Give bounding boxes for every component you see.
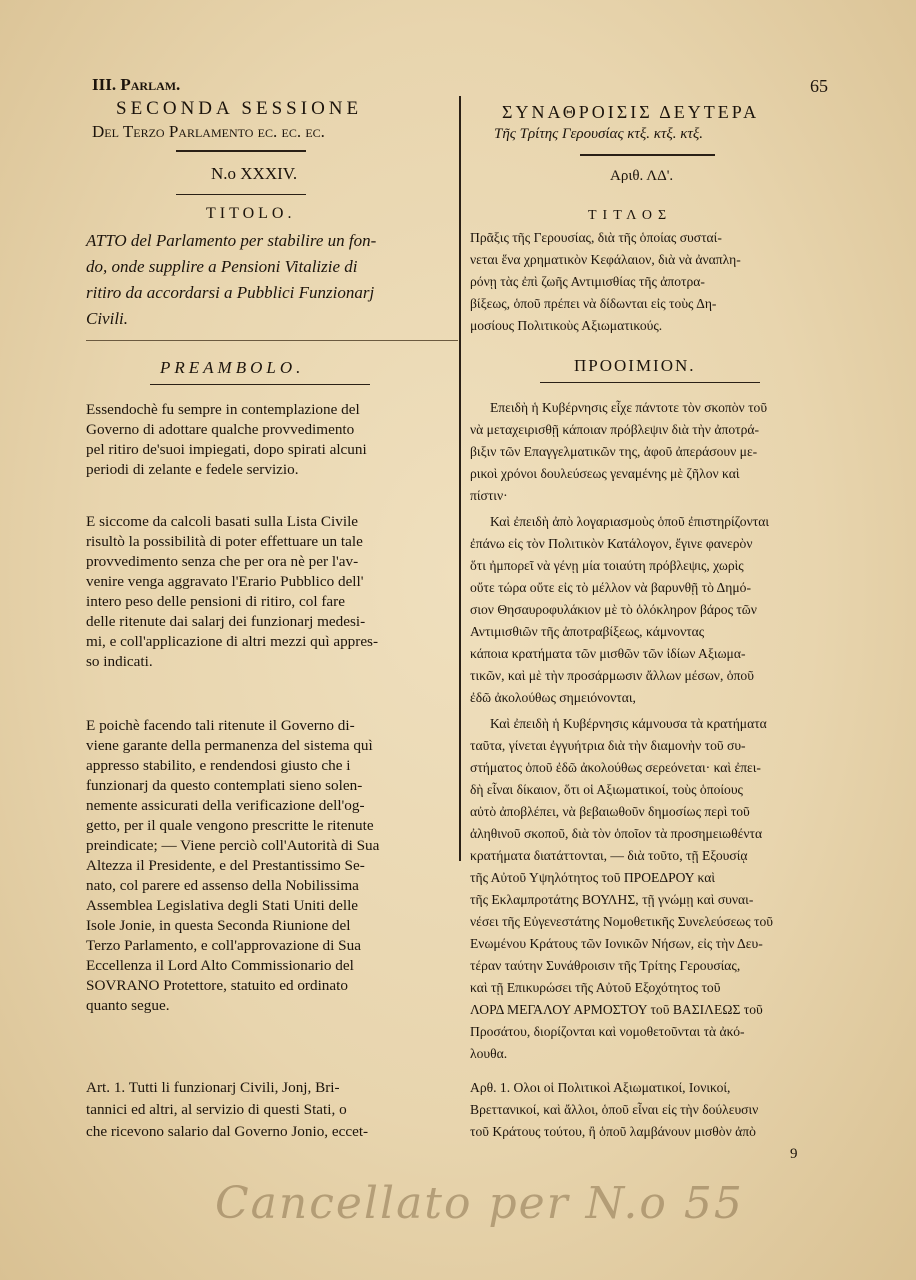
title-line: ATTO del Parlamento per stabilire un fon-: [86, 231, 377, 250]
titlos-label: ΤΙΤΛΟΣ: [588, 208, 673, 223]
signature-mark: 9: [790, 1146, 798, 1162]
text-line: delle ritenute dai salarj dei funzionarj medesi-: [86, 613, 366, 630]
rule-preamble-greek: [540, 382, 760, 383]
text-line: nato, col parere ed assenso della Nobilissima: [86, 877, 359, 894]
rule-top: [176, 150, 306, 152]
parliament-subtitle-greek: Τῆς Τρίτης Γερουσίας κτξ. κτξ. κτξ.: [494, 126, 704, 142]
act-number-greek: Αριθ. ΛΔ'.: [610, 168, 674, 184]
rule-mid: [176, 194, 306, 195]
text-line: Καὶ ἐπειδὴ ἀπὸ λογαριασμοὺς ὁποῦ ἐπιστηρίζονται: [490, 514, 769, 529]
session-title: SECONDA SESSIONE: [116, 98, 363, 119]
text-line: οὔτε τώρα οὔτε εἰς τὸ μέλλον νὰ βαρυνθῇ τὸ Δημό-: [470, 580, 751, 595]
title-line: ritiro da accordarsi a Pubblici Funzionarj: [86, 283, 375, 302]
text-line: Isole Jonie, in questa Seconda Riunione del: [86, 917, 351, 934]
text-line: Αρθ. 1. Ολοι οἱ Πολιτικοὶ Αξιωματικοί, Ιονικοί,: [470, 1080, 731, 1095]
rule-top-greek: [580, 154, 715, 156]
title-line: Πρᾶξις τῆς Γερουσίας, διὰ τῆς ὁποίας συσταί-: [470, 230, 722, 245]
text-line: appresso stabilito, e rendendosi giusto che i: [86, 757, 351, 774]
text-line: E poichè facendo tali ritenute il Governo di-: [86, 717, 355, 734]
text-line: intero peso delle pensioni di ritiro, col fare: [86, 593, 345, 610]
text-line: Altezza il Presidente, e del Prestantissimo Se-: [86, 857, 365, 874]
text-line: Governo di adottare qualche provvedimento: [86, 421, 355, 438]
title-line: ρόνῃ τὰς ἐπὶ ζωῆς Αντιμισθίας τῆς ἀποτρα-: [470, 274, 705, 289]
text-line: ἐπάνω εἰς τὸν Πολιτικὸν Κατάλογον, ἔγινε φανερὸν: [470, 536, 753, 551]
text-line: βιξιν τῶν Επαγγελματικῶν της, ἀφοῦ ἀπεράσουν με-: [470, 444, 758, 459]
text-line: so indicati.: [86, 653, 153, 670]
titolo-label: TITOLO.: [206, 205, 296, 222]
act-number: N.o XXXIV.: [211, 164, 298, 183]
text-line: getto, per il quale vengono prescritte le ritenute: [86, 817, 374, 834]
preamble-label-greek: ΠΡΟΟΙΜΙΟΝ.: [574, 356, 696, 375]
text-line: viene garante della permanenza del sistema quì: [86, 737, 373, 754]
text-line: ἐδῶ ἀκολούθως σημειόνονται,: [470, 690, 636, 705]
column-divider: [459, 96, 461, 861]
text-line: αὐτὸ ἀποβλέπει, νὰ βεβαιωθοῦν δημοσίως περὶ τοῦ: [470, 804, 750, 819]
title-line: Civili.: [86, 309, 129, 328]
text-line: mi, e coll'applicazione di altri mezzi quì appres-: [86, 633, 379, 650]
text-line: λουθα.: [470, 1046, 508, 1061]
text-line: δὴ εἶναι δίκαιον, ὅτι οἱ Αξιωματικοί, τοὺς ὁποίους: [470, 782, 743, 797]
text-line: νέσει τῆς Εὐγενεστάτης Νομοθετικῆς Συνελεύσεως τοῦ: [470, 914, 773, 929]
text-line: Επειδὴ ἡ Κυβέρνησις εἶχε πάντοτε τὸν σκοπὸν τοῦ: [490, 400, 768, 415]
title-line: μοσίους Πολιτικοὺς Αξιωματικούς.: [470, 318, 663, 333]
text-line: ΛΟΡΔ ΜΕΓΑΛΟΥ ΑΡΜΟΣΤΟΥ τοῦ ΒΑΣΙΛΕΩΣ τοῦ: [470, 1002, 763, 1017]
text-line: ρικοὶ χρόνοι δουλεύσεως γεναμένης μὲ ζῆλον καὶ: [470, 466, 740, 481]
text-line: Προσάτου, διορίζονται καὶ νομοθετοῦνται τὰ ἀκό-: [470, 1024, 745, 1039]
text-line: Αντιμισθιῶν τῆς ἀποτραβίξεως, κάμνοντας: [470, 624, 705, 639]
text-line: τέραν ταύτην Συνάθροισιν τῆς Τρίτης Γερουσίας,: [470, 958, 741, 973]
handwritten-annotation: Cancellato per N.o 55: [215, 1178, 744, 1229]
text-line: τοῦ Κράτους τούτου, ἢ ὁποῦ λαμβάνουν μισθὸν ἀπὸ: [470, 1124, 756, 1139]
text-line: σιον Θησαυροφυλάκιον μὲ τὸ ὁλόκληρον βάρος τῶν: [470, 602, 757, 617]
text-line: Terzo Parlamento, e coll'approvazione di Sua: [86, 937, 361, 954]
title-line: βίξεως, ὁποῦ πρέπει νὰ δίδωνται εἰς τοὺς Δη-: [470, 296, 717, 311]
page-number: 65: [810, 76, 828, 96]
text-line: che ricevono salario dal Governo Jonio, eccet-: [86, 1123, 369, 1140]
session-title-greek: ΣΥΝΑΘΡΟΙΣΙΣ ΔΕΥΤΕΡΑ: [502, 102, 760, 122]
text-line: κάποια κρατήματα τῶν μισθῶν τῶν ἰδίων Αξιωμα-: [470, 646, 746, 661]
text-line: νὰ μεταχειρισθῇ κάποιαν πρόβλεψιν διὰ τὴν ἀποτρά-: [470, 422, 760, 437]
text-line: Καὶ ἐπειδὴ ἡ Κυβέρνησις κάμνουσα τὰ κρατήματα: [490, 716, 767, 731]
text-line: provvedimento senza che per ora nè per l'av-: [86, 553, 359, 570]
text-line: preindicate; — Viene perciò coll'Autorità di Sua: [86, 837, 380, 854]
text-line: καὶ τῇ Επικυρώσει τῆς Αὐτοῦ Εξοχότητος τοῦ: [470, 980, 721, 995]
text-line: τῆς Αὐτοῦ Υψηλότητος τοῦ ΠΡΟΕΔΡΟΥ καὶ: [470, 870, 716, 885]
text-line: funzionarj da questo contemplati sieno solen-: [86, 777, 363, 794]
rule-preamble: [150, 384, 370, 385]
text-line: πίστιν·: [470, 488, 508, 503]
text-line: SOVRANO Protettore, statuito ed ordinato: [86, 977, 348, 994]
text-line: E siccome da calcoli basati sulla Lista Civile: [86, 513, 359, 530]
text-line: tannici ed altri, al servizio di questi Stati, o: [86, 1101, 347, 1118]
text-line: quanto segue.: [86, 997, 170, 1014]
text-line: pel ritiro de'suoi impiegati, dopo spirati alcuni: [86, 441, 367, 458]
text-line: Essendochè fu sempre in contemplazione del: [86, 401, 360, 418]
text-line: ὅτι ἠμπορεῖ νὰ γένῃ μία τοιαύτη πρόβλεψις, χωρὶς: [470, 558, 744, 573]
text-line: nemente assicurati della verificazione dell'og-: [86, 797, 365, 814]
title-line: do, onde supplire a Pensioni Vitalizie di: [86, 257, 358, 276]
running-header: III. Parlam.: [92, 75, 181, 94]
text-line: Ενωμένου Κράτους τῶν Ιονικῶν Νήσων, εἰς τὴν Δευ-: [470, 936, 763, 951]
text-line: τῆς Εκλαμπροτάτης ΒΟΥΛΗΣ, τῇ γνώμῃ καὶ συναι-: [470, 892, 754, 907]
text-line: Eccellenza il Lord Alto Commissionario del: [86, 957, 354, 974]
text-line: periodi di zelante e fedele servizio.: [86, 461, 299, 478]
text-line: Βρεττανικοί, καὶ ἄλλοι, ὁποῦ εἶναι εἰς τὴν δούλευσιν: [470, 1102, 759, 1117]
text-line: στήματος ὁποῦ ἐδῶ ἀκολούθως σερεόνεται· καὶ ἐπει-: [470, 760, 761, 775]
text-line: Assemblea Legislativa degli Stati Uniti delle: [86, 897, 359, 914]
text-line: κρατήματα διατάττονται, — διὰ τοῦτο, τῇ Εξουσίᾳ: [470, 848, 748, 863]
parliament-subtitle: Del Terzo Parlamento ec. ec. ec.: [92, 122, 325, 141]
title-line: νεται ἕνα χρηματικὸν Κεφάλαιον, διὰ νὰ ἀναπλη-: [470, 252, 741, 267]
text-line: τικῶν, καὶ μὲ τὴν προσάρμωσιν ἄλλων μέσων, ὁποῦ: [470, 668, 754, 683]
text-line: ἀληθινοῦ σκοποῦ, διὰ τὸν ὁποῖον τὰ προσημειωθέντα: [470, 826, 763, 841]
preamble-label: PREAMBOLO.: [160, 358, 305, 377]
text-line: risultò la possibilità di poter effettuare un tale: [86, 533, 363, 550]
text-line: ταῦτα, γίνεται ἐγγυήτρια διὰ τὴν διαμονὴν τοῦ συ-: [470, 738, 746, 753]
text-line: venire venga aggravato l'Erario Pubblico dell': [86, 573, 364, 590]
text-line: Art. 1. Tutti li funzionarj Civili, Jonj, Bri-: [86, 1079, 340, 1096]
rule-dotted: [86, 340, 458, 341]
